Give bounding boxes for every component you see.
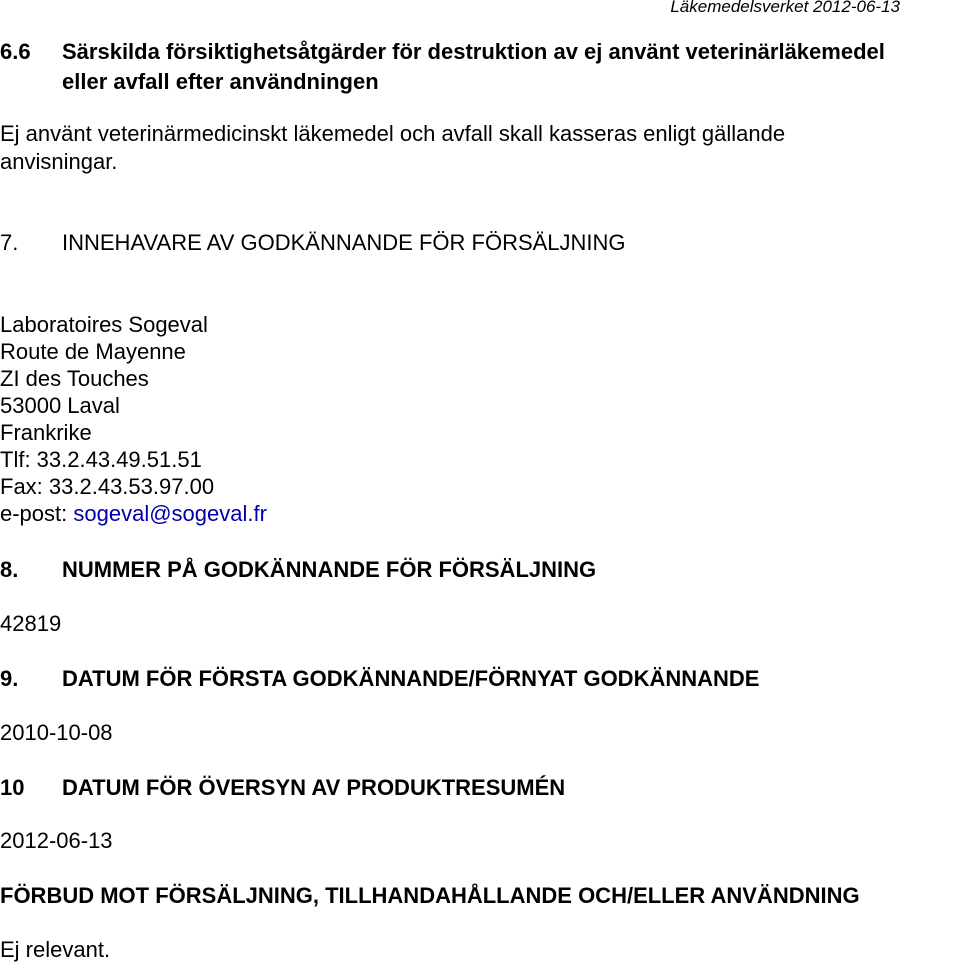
document-header: Läkemedelsverket 2012-06-13 [670, 0, 900, 16]
section-6-6-title-line1: Särskilda försiktighetsåtgärder för destruktion av ej använt veterinärläkemedel [62, 39, 885, 64]
authorisation-number: 42819 [0, 611, 62, 636]
address-line-company: Laboratoires Sogeval [0, 312, 208, 337]
section-6-6-body-line2: anvisningar. [0, 149, 118, 174]
address-line-phone: Tlf: 33.2.43.49.51.51 [0, 447, 202, 472]
first-authorisation-date: 2010-10-08 [0, 720, 113, 745]
section-8-title: NUMMER PÅ GODKÄNNANDE FÖR FÖRSÄLJNING [62, 557, 597, 582]
prohibition-heading: FÖRBUD MOT FÖRSÄLJNING, TILLHANDAHÅLLANDE OCH/ELLER ANVÄNDNING [0, 883, 860, 908]
section-8-heading [0, 554, 596, 585]
section-7-heading [0, 230, 626, 256]
section-9-number: 9. [0, 666, 19, 691]
address-line-city: 53000 Laval [0, 393, 120, 418]
address-line-zone: ZI des Touches [0, 366, 149, 391]
address-line-street: Route de Mayenne [0, 339, 186, 364]
email-label: e-post: [0, 501, 74, 526]
section-8-number: 8. [0, 557, 19, 582]
revision-date: 2012-06-13 [0, 828, 113, 853]
section-10-title: DATUM FÖR ÖVERSYN AV PRODUKTRESUMÉN [62, 775, 566, 800]
address-line-country: Frankrike [0, 420, 92, 445]
section-6-6-body-line1: Ej använt veterinärmedicinskt läkemedel och avfall skall kasseras enligt gällande [0, 121, 786, 146]
address-line-email [0, 500, 267, 527]
section-9-heading [0, 663, 759, 694]
prohibition-value: Ej relevant. [0, 937, 111, 962]
email-link[interactable]: sogeval@sogeval.fr [73, 501, 267, 526]
address-line-fax: Fax: 33.2.43.53.97.00 [0, 474, 215, 499]
section-6-6-heading [0, 36, 885, 67]
section-7-number: 7. [0, 230, 19, 255]
mah-address-block [0, 311, 267, 527]
section-7-title: INNEHAVARE AV GODKÄNNANDE FÖR FÖRSÄLJNING [62, 230, 626, 255]
section-10-number: 10 [0, 775, 25, 800]
section-9-title: DATUM FÖR FÖRSTA GODKÄNNANDE/FÖRNYAT GODKÄNNANDE [62, 666, 760, 691]
section-6-6-number: 6.6 [0, 39, 31, 64]
section-6-6-title-line2: eller avfall efter användningen [62, 69, 379, 94]
section-10-heading [0, 772, 565, 803]
